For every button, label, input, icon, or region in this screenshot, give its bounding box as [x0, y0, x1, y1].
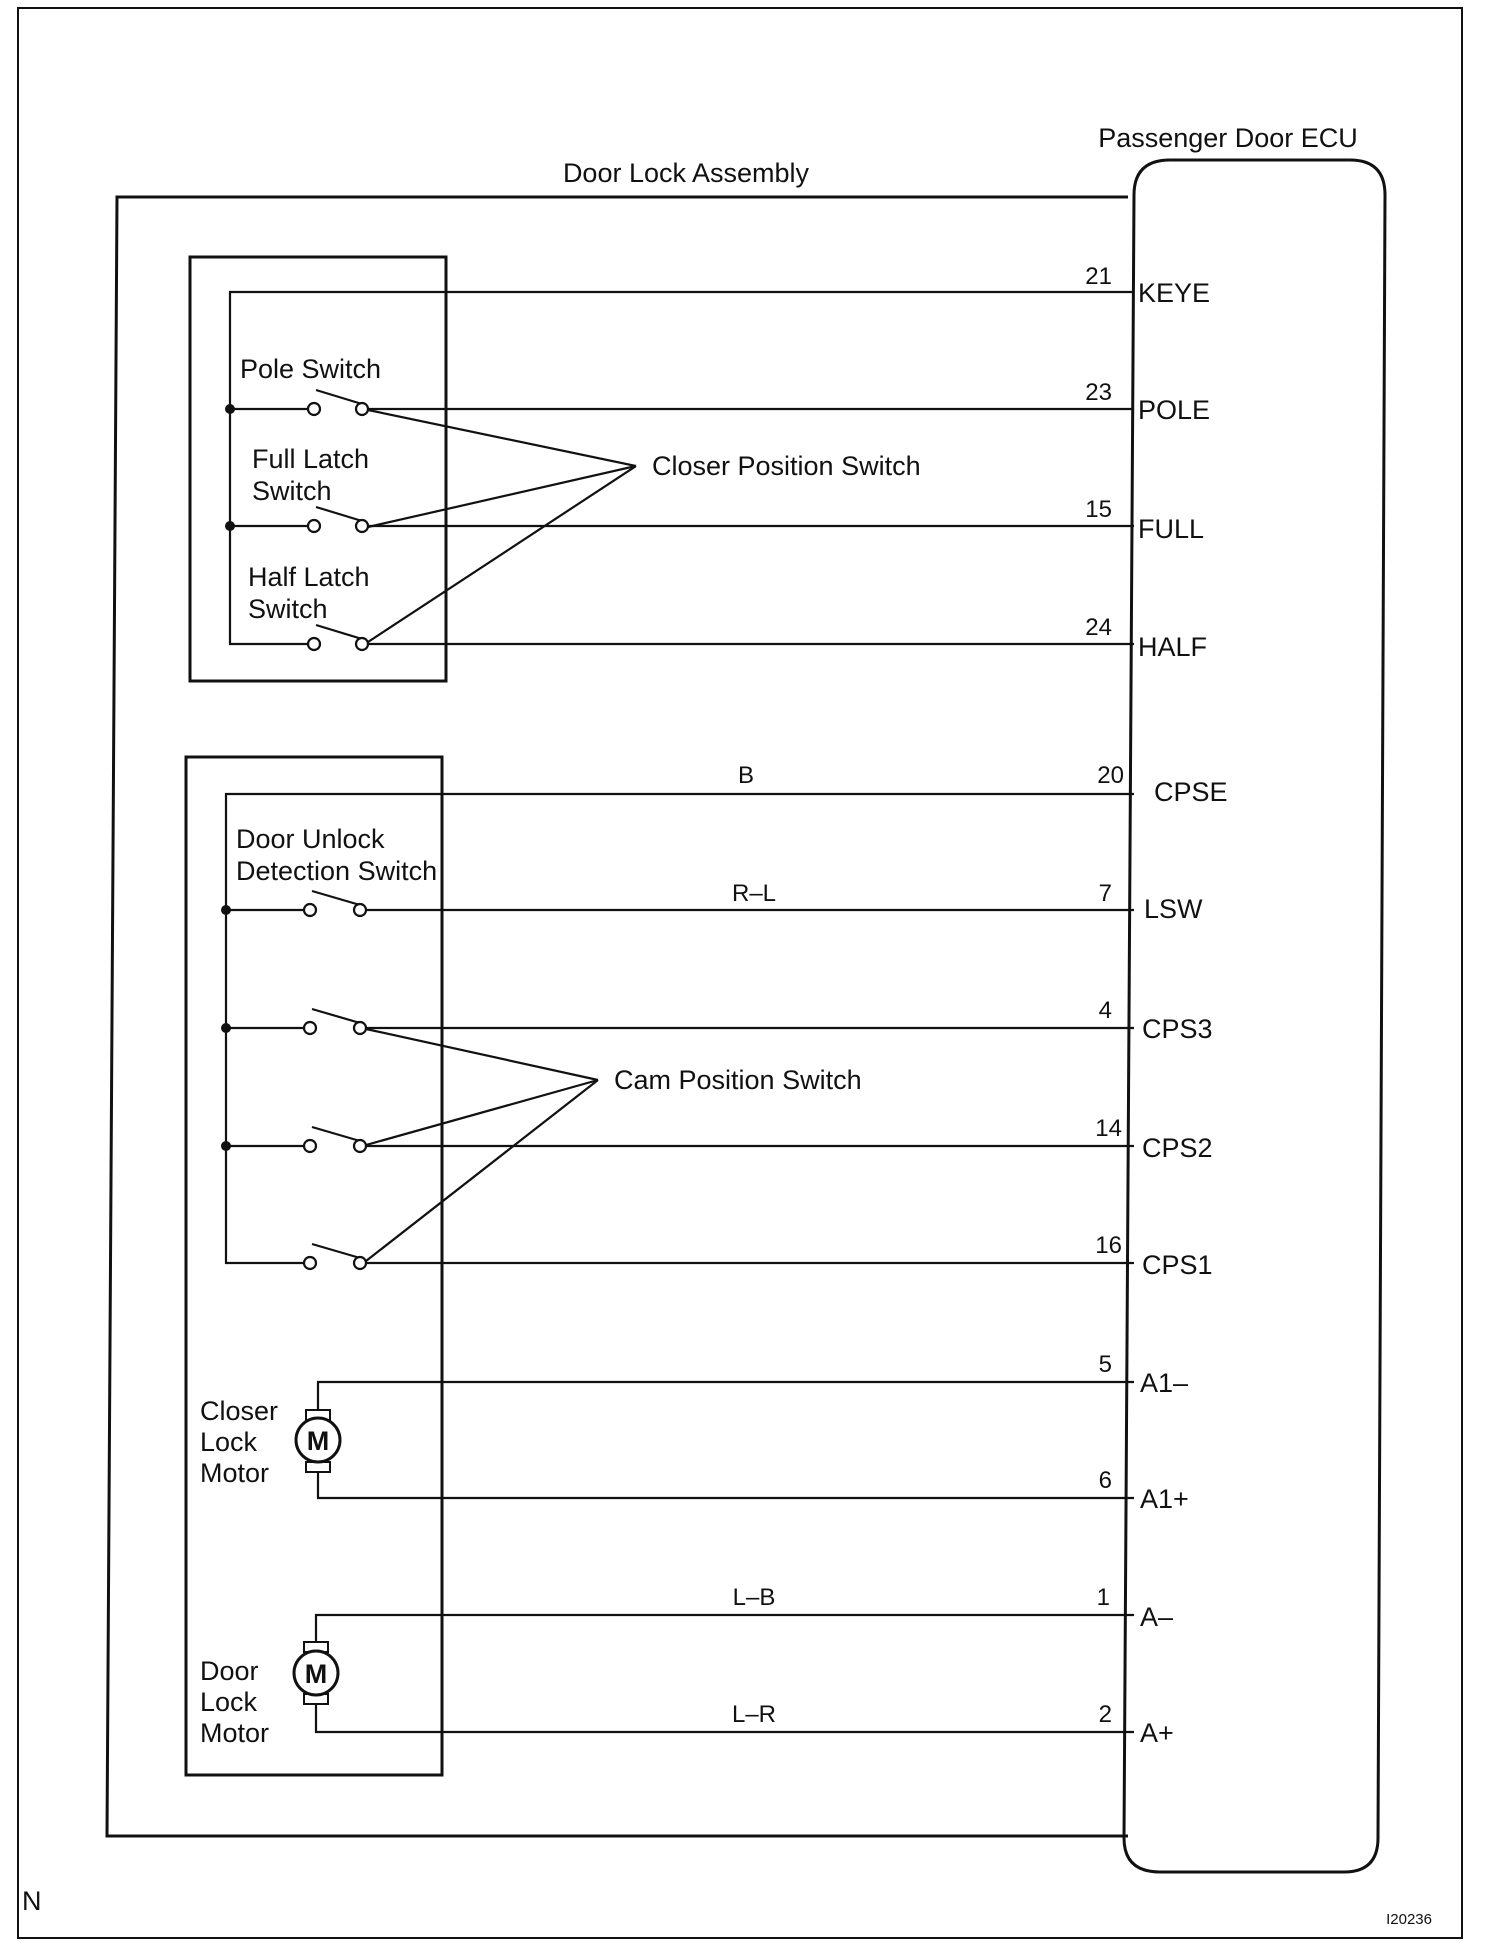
cam-switch-2-terminal — [304, 1140, 316, 1152]
cam-switch-1-terminal — [304, 1257, 316, 1269]
signal-name: FULL — [1138, 514, 1205, 544]
pin-number: 2 — [1098, 1701, 1112, 1728]
pin-number: 5 — [1098, 1351, 1112, 1378]
pin-number: 15 — [1085, 496, 1112, 523]
signal-name: A– — [1140, 1602, 1174, 1632]
cam-switch-1-terminal — [354, 1257, 366, 1269]
cam-switch-2-terminal — [354, 1140, 366, 1152]
cam-switch-1-blade — [312, 1244, 360, 1258]
full-latch-switch-blade — [316, 507, 362, 521]
signal-name: KEYE — [1138, 278, 1211, 308]
signal-name: A1– — [1140, 1368, 1189, 1398]
half-latch-switch-terminal — [356, 638, 368, 650]
ecu-title: Passenger Door ECU — [1098, 123, 1358, 153]
cam-position-switch-label: Cam Position Switch — [614, 1065, 862, 1095]
cam-callout-line — [366, 1080, 598, 1145]
wire-color: B — [737, 762, 755, 789]
cam-switch-3-blade — [312, 1009, 360, 1023]
cam-callout-line — [366, 1029, 598, 1080]
half-latch-switch-blade — [316, 625, 362, 639]
full-latch-switch-label: Full Latch — [252, 444, 370, 474]
wire-a-minus — [316, 1615, 1134, 1648]
pin-number: 14 — [1095, 1115, 1122, 1142]
door-motor-m: M — [304, 1659, 328, 1689]
pin-number: 23 — [1085, 379, 1112, 406]
door-lock-assembly-outline — [107, 197, 1128, 1836]
junction-dot — [225, 521, 235, 531]
pin-number: 24 — [1085, 614, 1112, 641]
door-unlock-switch-label: Detection Switch — [236, 856, 438, 886]
pole-switch-label: Pole Switch — [240, 354, 382, 384]
cam-callout-line — [366, 1080, 598, 1261]
cam-switch-3-terminal — [304, 1022, 316, 1034]
closer-lock-motor-label: Lock — [200, 1427, 258, 1457]
wire-a1-plus — [318, 1466, 1134, 1498]
signal-name: HALF — [1138, 632, 1208, 662]
closer-lock-motor-label: Motor — [200, 1458, 270, 1488]
cam-switch-2-blade — [312, 1127, 360, 1141]
door-lock-motor-label: Motor — [200, 1718, 270, 1748]
assembly-title: Door Lock Assembly — [562, 158, 810, 188]
pin-number: 1 — [1096, 1584, 1110, 1611]
half-latch-switch-label: Half Latch — [248, 562, 370, 592]
wire-color: R–L — [731, 880, 777, 907]
figure-code: I20236 — [1386, 1911, 1432, 1928]
pin-number: 21 — [1085, 263, 1112, 290]
closer-position-switch-label: Closer Position Switch — [652, 451, 921, 481]
door-lock-motor-label: Door — [200, 1656, 259, 1686]
pin-number: 7 — [1098, 880, 1112, 907]
pole-switch-blade — [316, 390, 362, 404]
closer-callout-line — [368, 466, 636, 527]
wire-color: L–R — [731, 1701, 777, 1728]
door-unlock-switch-blade — [312, 891, 360, 905]
closer-callout-line — [368, 466, 636, 642]
half-latch-switch-terminal — [308, 638, 320, 650]
pin-number: 6 — [1098, 1467, 1112, 1494]
pin-number: 16 — [1095, 1232, 1122, 1259]
closer-motor-m: M — [306, 1426, 330, 1456]
junction-dot — [221, 1023, 231, 1033]
signal-name: A+ — [1140, 1718, 1174, 1748]
pole-switch-terminal — [308, 403, 320, 415]
wire-color: L–B — [732, 1584, 776, 1611]
junction-dot — [221, 905, 231, 915]
cam-switch-3-terminal — [354, 1022, 366, 1034]
corner-letter: N — [22, 1886, 42, 1916]
signal-name: A1+ — [1140, 1484, 1189, 1514]
page-frame — [18, 8, 1462, 1938]
signal-name: LSW — [1144, 894, 1203, 924]
wire-a1-minus — [318, 1382, 1134, 1416]
signal-name: CPSE — [1154, 777, 1228, 807]
full-latch-switch-label: Switch — [252, 476, 332, 506]
door-unlock-switch-terminal — [304, 904, 316, 916]
pole-switch-terminal — [356, 403, 368, 415]
junction-dot — [225, 404, 235, 414]
junction-dot — [221, 1141, 231, 1151]
signal-name: CPS2 — [1142, 1133, 1213, 1163]
signal-name: CPS3 — [1142, 1014, 1213, 1044]
full-latch-switch-terminal — [356, 520, 368, 532]
door-lock-motor-label: Lock — [200, 1687, 258, 1717]
closer-lock-motor-label: Closer — [200, 1396, 279, 1426]
closer-callout-line — [368, 410, 636, 466]
wire-a-plus — [316, 1698, 1134, 1732]
signal-name: POLE — [1138, 395, 1211, 425]
full-latch-switch-terminal — [308, 520, 320, 532]
pin-number: 20 — [1097, 762, 1124, 789]
signal-name: CPS1 — [1142, 1250, 1213, 1280]
half-latch-switch-label: Switch — [248, 594, 328, 624]
door-unlock-switch-label: Door Unlock — [236, 824, 385, 854]
pin-number: 4 — [1098, 997, 1112, 1024]
door-unlock-switch-terminal — [354, 904, 366, 916]
